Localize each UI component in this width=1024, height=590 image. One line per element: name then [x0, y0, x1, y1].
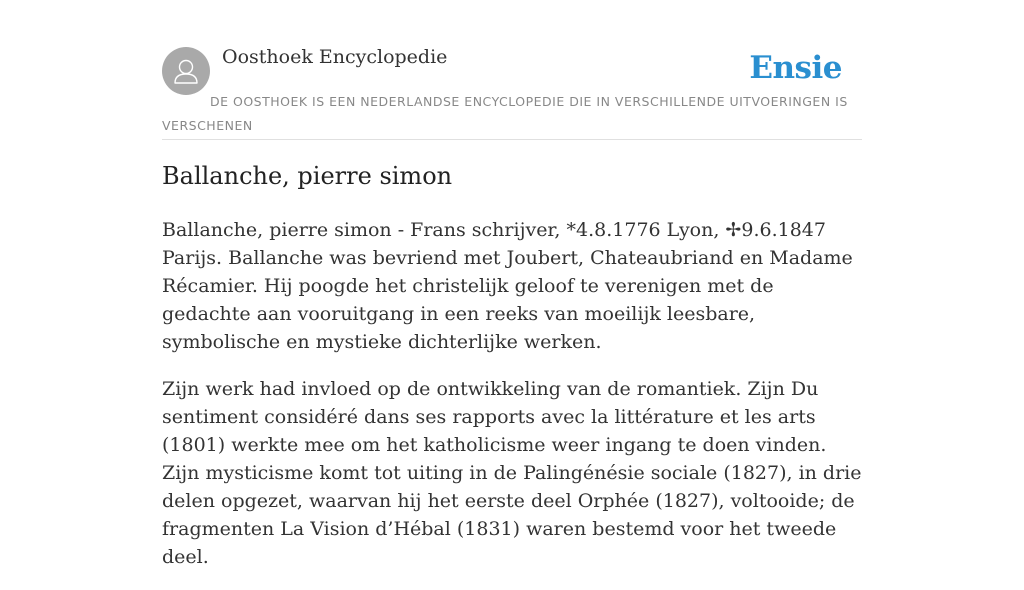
article-paragraph: Zijn werk had invloed op de ontwikkeling van de romantiek. Zijn Du sentiment considéré dans ses rapports avec la littérature et les arts (1801) werkte mee om het katholicisme weer ingang te doen vinden. Zijn mysticisme komt tot uiting in de Palingénésie sociale (1827), in drie delen opgezet, waarvan hij het eerste deel Orphée (1827), voltooide; de fragmenten La Vision d’Hébal (1831) waren bestemd voor het tweede deel.: [162, 378, 862, 568]
article-paragraph: Ballanche, pierre simon - Frans schrijver, *4.8.1776 Lyon, ✢9.6.1847 Parijs. Ballanche was bevriend met Joubert, Chateaubriand en Madame Récamier. Hij poogde het christelijk geloof te verenigen met de gedachte aan vooruitgang in een reeks van moeilijk leesbare, symbolische en mystieke dichterlijke werken.: [162, 219, 853, 353]
publication-avatar[interactable]: [162, 47, 210, 95]
ensie-logo-link[interactable]: Ensie: [749, 50, 842, 86]
publication-description: DE OOSTHOEK IS EEN NEDERLANDSE ENCYCLOPEDIE DIE IN VERSCHILLENDE UITVOERINGEN IS VERSCHENEN: [162, 94, 848, 133]
user-icon: [162, 47, 210, 95]
article-title: Ballanche, pierre simon: [162, 162, 453, 190]
publication-header: [162, 0, 862, 140]
page-container: [162, 0, 862, 568]
publication-name-link[interactable]: Oosthoek Encyclopedie: [222, 46, 448, 68]
article-body: [162, 216, 862, 590]
